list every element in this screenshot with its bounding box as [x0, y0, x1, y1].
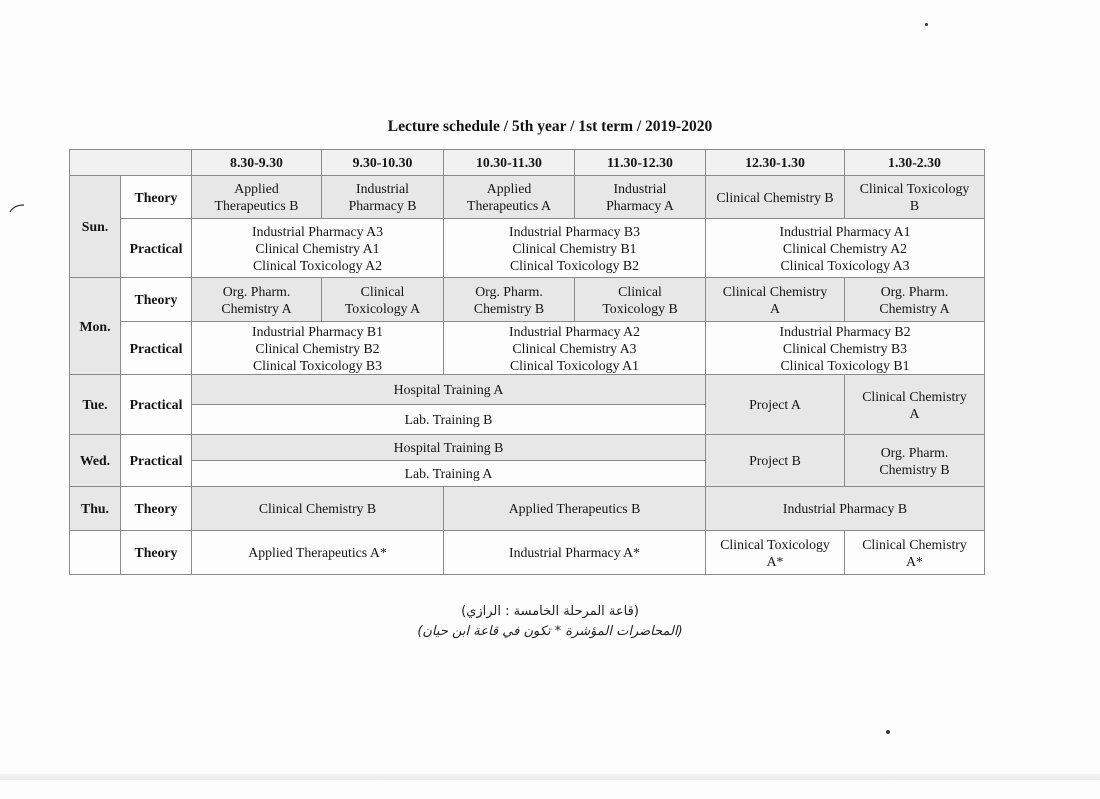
schedule-cell: Lab. Training B: [192, 405, 706, 435]
sun-practical-row: [70, 219, 985, 278]
scan-mark: [8, 202, 26, 214]
tue-row-top: [70, 375, 985, 405]
schedule-cell: Clinical Toxicology A*: [706, 531, 845, 575]
schedule-cell: Industrial Pharmacy A1 Clinical Chemistry A2 Clinical Toxicology A3: [706, 219, 985, 278]
schedule-cell: Industrial Pharmacy B2 Clinical Chemistry B3 Clinical Toxicology B1: [706, 322, 985, 375]
scan-edge: [0, 774, 1100, 780]
schedule-cell: Hospital Training B: [192, 435, 706, 461]
schedule-cell: Hospital Training A: [192, 375, 706, 405]
scan-speck: [886, 730, 890, 734]
lecture-schedule-table: [69, 149, 985, 575]
time-slot-header: 10.30-11.30: [444, 150, 575, 176]
schedule-cell: Industrial Pharmacy A: [575, 176, 706, 219]
row-type-label: Theory: [121, 278, 192, 322]
schedule-cell: Org. Pharm. Chemistry B: [444, 278, 575, 322]
day-label-sun: Sun.: [70, 176, 121, 278]
schedule-cell: Clinical Chemistry A: [706, 278, 845, 322]
asterisk-note: (المحاضرات المؤشرة * تكون في قاعة ابن حيان): [417, 624, 683, 639]
schedule-cell: Industrial Pharmacy A*: [444, 531, 706, 575]
time-slot-header: 1.30-2.30: [845, 150, 985, 176]
time-slot-header: 9.30-10.30: [322, 150, 444, 176]
schedule-cell: Org. Pharm. Chemistry A: [845, 278, 985, 322]
page-title: Lecture schedule / 5th year / 1st term / 2019-2020: [387, 118, 713, 135]
time-slot-header: 11.30-12.30: [575, 150, 706, 176]
extra-theory-row: [70, 531, 985, 575]
schedule-cell: Industrial Pharmacy B3 Clinical Chemistry B1 Clinical Toxicology B2: [444, 219, 706, 278]
schedule-cell: Applied Therapeutics B: [192, 176, 322, 219]
schedule-cell: Clinical Chemistry B: [706, 176, 845, 219]
mon-practical-row: [70, 322, 985, 375]
schedule-cell: Project B: [706, 435, 845, 487]
row-type-label: Practical: [121, 435, 192, 487]
time-slot-header: 8.30-9.30: [192, 150, 322, 176]
schedule-cell: Lab. Training A: [192, 461, 706, 487]
day-label-thu: Thu.: [70, 487, 121, 531]
schedule-cell: Industrial Pharmacy A3 Clinical Chemistry A1 Clinical Toxicology A2: [192, 219, 444, 278]
row-type-label: Theory: [121, 487, 192, 531]
day-label-wed: Wed.: [70, 435, 121, 487]
day-label-mon: Mon.: [70, 278, 121, 375]
time-slot-header: 12.30-1.30: [706, 150, 845, 176]
scan-speck: [925, 23, 928, 26]
header-corner-cell: [70, 150, 192, 176]
row-type-label: Practical: [121, 322, 192, 375]
schedule-cell: Applied Therapeutics B: [444, 487, 706, 531]
schedule-cell: Org. Pharm. Chemistry A: [192, 278, 322, 322]
hall-note: (قاعة المرحلة الخامسة : الرازي): [461, 604, 639, 619]
schedule-cell: Project A: [706, 375, 845, 435]
wed-row-top: [70, 435, 985, 461]
day-label-tue: Tue.: [70, 375, 121, 435]
header-row: [70, 150, 985, 176]
schedule-cell: Clinical Toxicology B: [845, 176, 985, 219]
schedule-cell: Clinical Chemistry B: [192, 487, 444, 531]
thu-theory-row: [70, 487, 985, 531]
row-type-label: Theory: [121, 531, 192, 575]
schedule-cell: Clinical Toxicology B: [575, 278, 706, 322]
mon-theory-row: [70, 278, 985, 322]
row-type-label: Practical: [121, 219, 192, 278]
schedule-cell: Clinical Chemistry A*: [845, 531, 985, 575]
schedule-cell: Industrial Pharmacy B: [706, 487, 985, 531]
schedule-cell: Industrial Pharmacy B: [322, 176, 444, 219]
row-type-label: Theory: [121, 176, 192, 219]
row-type-label: Practical: [121, 375, 192, 435]
schedule-cell: Clinical Chemistry A: [845, 375, 985, 435]
schedule-cell: Clinical Toxicology A: [322, 278, 444, 322]
schedule-cell: Industrial Pharmacy B1 Clinical Chemistry B2 Clinical Toxicology B3: [192, 322, 444, 375]
schedule-cell: Industrial Pharmacy A2 Clinical Chemistry A3 Clinical Toxicology A1: [444, 322, 706, 375]
blank-day-cell: [70, 531, 121, 575]
schedule-cell: Applied Therapeutics A*: [192, 531, 444, 575]
schedule-cell: Org. Pharm. Chemistry B: [845, 435, 985, 487]
sun-theory-row: [70, 176, 985, 219]
schedule-cell: Applied Therapeutics A: [444, 176, 575, 219]
